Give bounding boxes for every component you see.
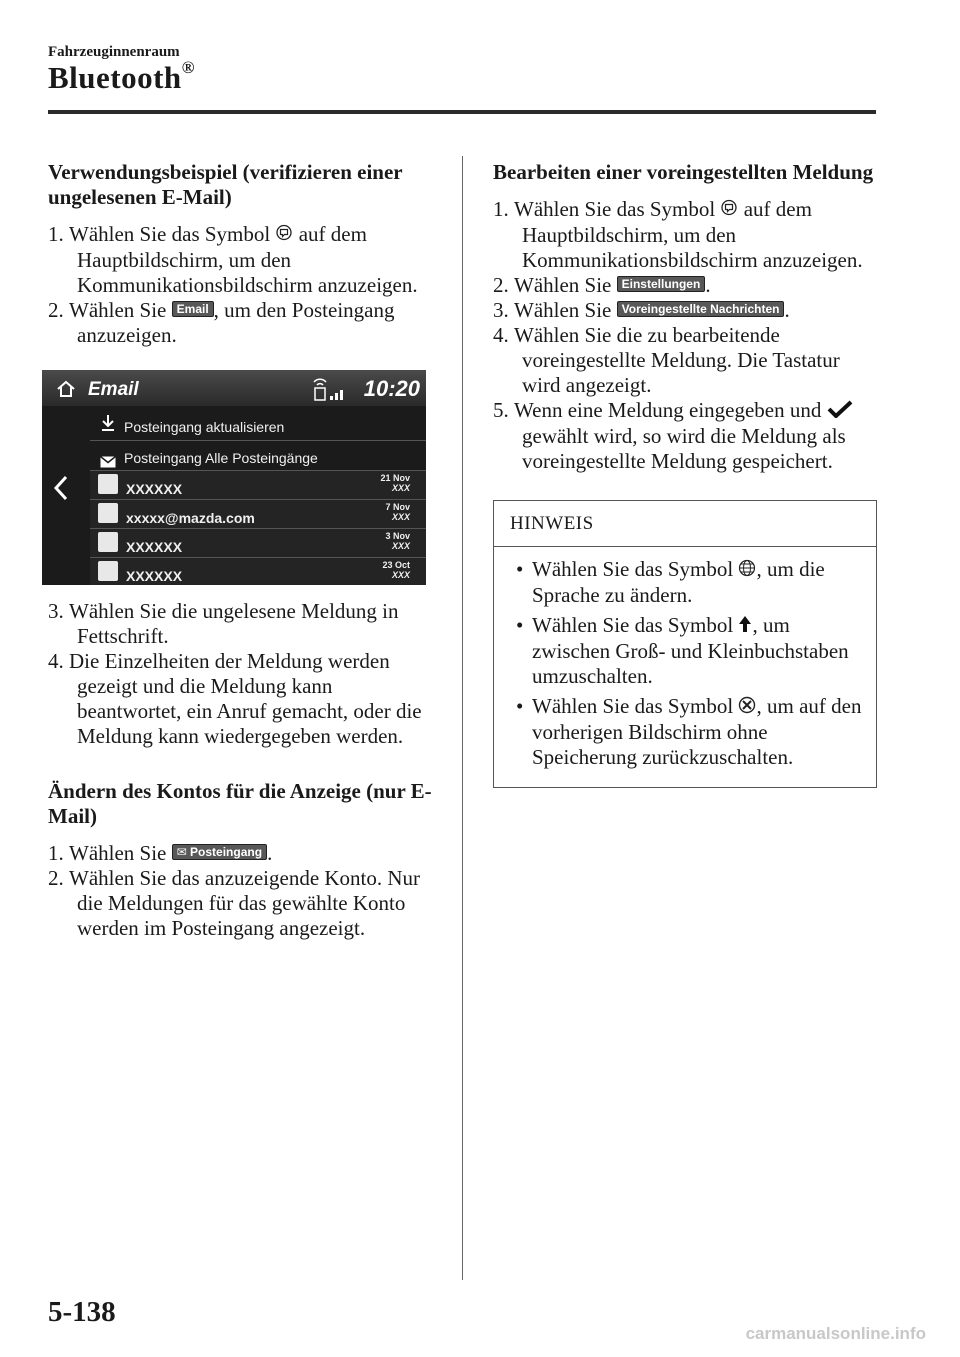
step-text: Wählen Sie: [69, 298, 167, 322]
note-bullet: [508, 694, 868, 770]
step-1: [48, 841, 438, 866]
email-list: [90, 406, 426, 585]
step-number: 5.: [493, 398, 509, 422]
email-date: [385, 502, 410, 522]
email-date-sub: XXX: [391, 570, 410, 580]
watermark: carmanualsonline.info: [745, 1324, 926, 1343]
contact-avatar-icon: [98, 561, 118, 581]
step-number: 4.: [48, 649, 64, 673]
step-text: Wählen Sie das anzuzeigende Konto. Nur die Meldungen für das gewählte Konto werden im Posteingang angezeigt.: [69, 866, 421, 940]
back-chevron-icon[interactable]: [52, 474, 70, 508]
step-text: Wählen Sie das Symbol: [69, 222, 271, 246]
step-number: 1.: [48, 222, 64, 246]
step-number: 3.: [48, 599, 64, 623]
step-number: 1.: [48, 841, 64, 865]
inbox-all-item[interactable]: [90, 440, 426, 469]
communication-icon: [720, 198, 738, 223]
step-text: Wählen Sie: [514, 298, 612, 322]
step-1: [493, 197, 877, 273]
page-title: [48, 57, 195, 96]
email-button[interactable]: Email: [172, 301, 214, 317]
email-date-text: 3 Nov: [385, 531, 410, 541]
step-5: [493, 398, 877, 474]
step-number: 1.: [493, 197, 509, 221]
contact-avatar-icon: [98, 474, 118, 494]
email-screen: [42, 370, 426, 585]
inbox-button-label: Posteingang: [190, 845, 263, 859]
left-column: [48, 160, 438, 941]
step-4: [493, 323, 877, 398]
heading-verify-email: Verwendungsbeispiel (verifizieren einer ungelesenen E-Mail): [48, 160, 403, 209]
email-date-text: 21 Nov: [380, 473, 410, 483]
step-3: [493, 298, 877, 323]
settings-button[interactable]: Einstellungen: [617, 276, 706, 292]
step-number: 2.: [48, 298, 64, 322]
email-sender: XXXXXX: [126, 539, 183, 555]
column-divider: [462, 156, 463, 1280]
email-date: [385, 531, 410, 551]
step-2: [48, 298, 438, 348]
email-sender: XXXXXX: [126, 481, 183, 497]
step-text: Wählen Sie: [514, 273, 612, 297]
note-box: [493, 500, 877, 788]
email-row[interactable]: [90, 528, 426, 557]
step-1: [48, 222, 438, 298]
note-bullet: [508, 557, 868, 608]
step-2: [48, 866, 438, 941]
inbox-all-label: Posteingang Alle Posteingänge: [124, 450, 318, 466]
email-sender: XXXXXX: [126, 568, 183, 584]
contact-avatar-icon: [98, 503, 118, 523]
email-sender: xxxxx@mazda.com: [126, 510, 255, 526]
email-date: [382, 560, 410, 580]
shift-arrow-icon: [738, 614, 752, 639]
step-text: .: [267, 841, 273, 865]
registered-mark: ®: [181, 57, 195, 77]
step-number: 3.: [493, 298, 509, 322]
step-text: Die Einzelheiten der Meldung werden gezeigt und die Meldung kann beantwortet, ein Anruf gemacht, oder die Meldung kann wiedergegeben werden.: [69, 649, 422, 748]
step-text: auf dem Hauptbildschirm, um den Kommunikationsbildschirm anzuzeigen.: [522, 197, 863, 272]
phone-signal-icon: [308, 374, 348, 408]
email-row[interactable]: [90, 470, 426, 499]
note-text: , um zwischen Groß- und Kleinbuchstaben umzuschalten.: [532, 613, 849, 688]
header-rule: [48, 110, 876, 114]
note-title: HINWEIS: [494, 501, 876, 547]
download-icon: [100, 413, 116, 438]
note-text: Wählen Sie das Symbol: [532, 613, 734, 637]
email-date: [380, 473, 410, 493]
screen-clock: 10:20: [363, 376, 420, 401]
note-text: Wählen Sie das Symbol: [532, 557, 734, 581]
email-date-sub: XXX: [391, 483, 410, 493]
email-date-sub: XXX: [391, 512, 410, 522]
step-text: Wählen Sie das Symbol: [514, 197, 716, 221]
step-text: gewählt wird, so wird die Meldung als voreingestellte Meldung gespeichert.: [522, 424, 846, 473]
step-text: Wählen Sie: [69, 841, 167, 865]
step-number: 4.: [493, 323, 509, 347]
checkmark-icon: [827, 399, 853, 424]
update-inbox-item[interactable]: [90, 410, 426, 438]
note-body: [494, 547, 876, 787]
email-date-sub: XXX: [391, 541, 410, 551]
email-date-text: 7 Nov: [385, 502, 410, 512]
update-inbox-label: Posteingang aktualisieren: [124, 419, 285, 435]
inbox-button[interactable]: [172, 844, 267, 860]
step-text: auf dem Hauptbildschirm, um den Kommunikationsbildschirm anzuzeigen.: [77, 222, 418, 297]
step-2: [493, 273, 877, 298]
step-text: .: [784, 298, 790, 322]
step-number: 2.: [48, 866, 64, 890]
right-column: [493, 160, 877, 788]
screen-title: Email: [88, 379, 139, 400]
step-3: [48, 599, 438, 649]
page-number: 5-138: [48, 1296, 116, 1328]
note-bullet: [508, 613, 868, 689]
globe-icon: [738, 558, 756, 583]
email-date-text: 23 Oct: [382, 560, 410, 570]
step-4: [48, 649, 438, 749]
home-icon[interactable]: [56, 379, 76, 404]
note-text: , um auf den vorherigen Bildschirm ohne Speicherung zurückzuschalten.: [532, 694, 862, 769]
note-text: , um die Sprache zu ändern.: [532, 557, 825, 607]
step-text: Wählen Sie die ungelesene Meldung in Fettschrift.: [69, 599, 399, 648]
cancel-x-icon: [738, 695, 756, 720]
heading-edit-preset: Bearbeiten einer voreingestellten Meldung: [493, 160, 874, 184]
step-number: 2.: [493, 273, 509, 297]
communication-icon: [275, 223, 293, 248]
page-title-text: Bluetooth: [48, 60, 182, 95]
preset-messages-button[interactable]: Voreingestellte Nachrichten: [617, 301, 785, 317]
step-text: Wenn eine Meldung eingegeben und: [514, 398, 822, 422]
envelope-icon: ✉: [176, 845, 187, 859]
note-text: Wählen Sie das Symbol: [532, 694, 734, 718]
email-row[interactable]: [90, 499, 426, 528]
heading-change-account: Ändern des Kontos für die Anzeige (nur E-Mail): [48, 779, 432, 828]
screen-top-bar: [42, 370, 426, 406]
step-text: Wählen Sie die zu bearbeitende voreingestellte Meldung. Die Tastatur wird angezeigt.: [514, 323, 840, 397]
email-row[interactable]: [90, 557, 426, 585]
step-text: .: [705, 273, 711, 297]
step-text: , um den Posteingang anzuzeigen.: [77, 298, 395, 347]
section-label: Fahrzeuginnenraum: [48, 44, 180, 60]
contact-avatar-icon: [98, 532, 118, 552]
